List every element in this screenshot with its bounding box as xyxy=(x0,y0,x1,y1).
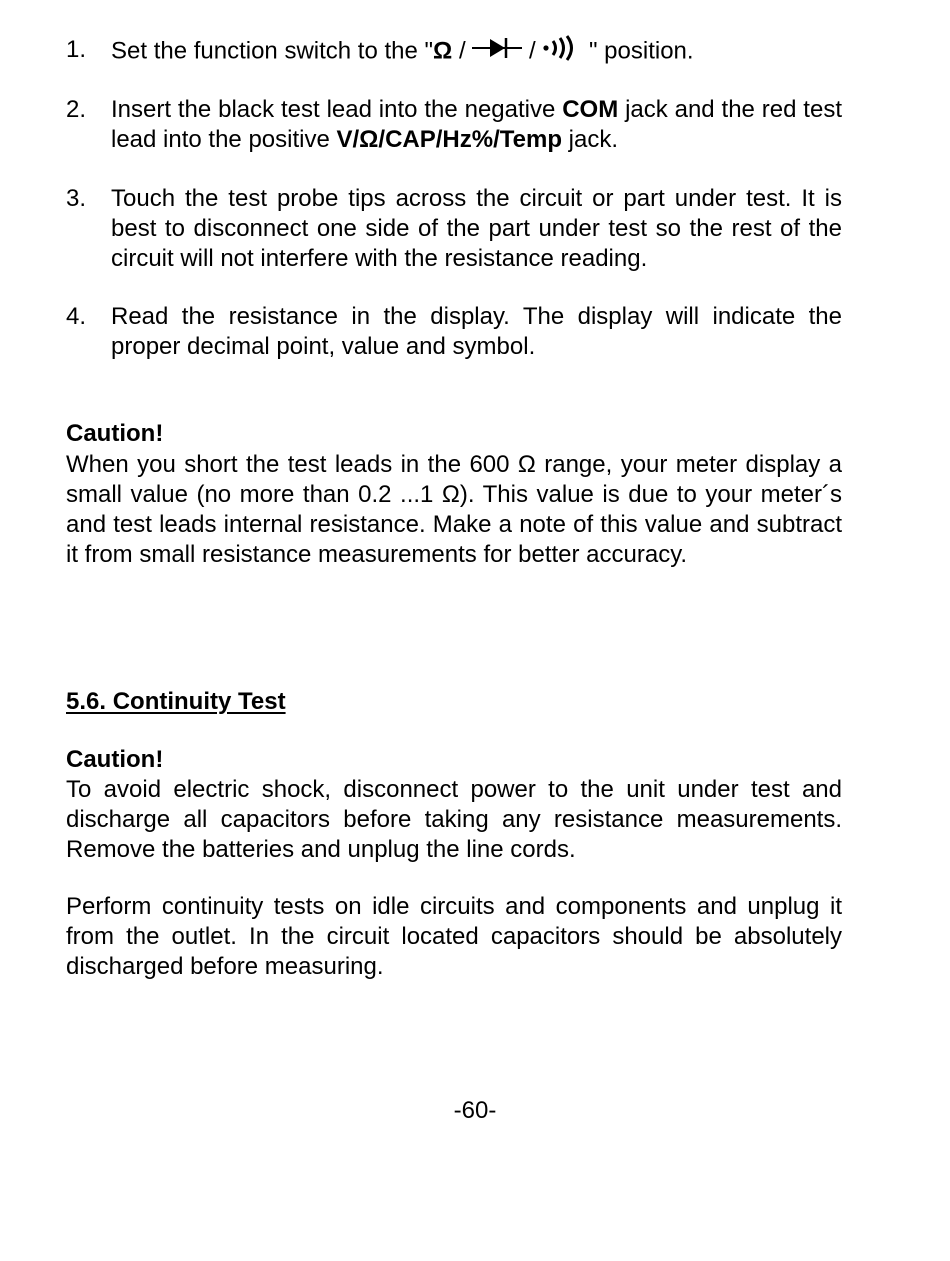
step-number: 3. xyxy=(66,185,87,212)
caution-text: To avoid electric shock, disconnect power to the unit under test and discharge all capacitors before taking any resistance measurements. Remove the batteries and unplug the line cords. xyxy=(66,776,842,863)
step-number: 1. xyxy=(66,36,87,63)
step-text: Read the resistance in the display. The display will indicate the proper decimal point, value and symbol. xyxy=(111,303,842,360)
step-number: 4. xyxy=(66,303,87,330)
continuity-paragraph: Perform continuity tests on idle circuits and components and unplug it from the outlet. In the circuit located capacitors should be absolutely discharged before measuring. xyxy=(66,893,842,980)
step-2 xyxy=(66,95,842,155)
section-title: 5.6. Continuity Test xyxy=(66,688,286,715)
step-text: Insert the black test lead into the negative COM jack and the red test lead into the positive V/Ω/CAP/Hz%/Temp jack. xyxy=(111,96,842,153)
caution-text: When you short the test leads in the 600 Ω range, your meter display a small value (no more than 0.2 ...1 Ω). This value is due to your meter´s and test leads internal resistance. Make a note of this value and subtract it from small resistance measurements for better accuracy. xyxy=(66,451,842,568)
ohm-symbol: Ω xyxy=(433,37,453,65)
step-text: Touch the test probe tips across the circuit or part under test. It is best to disconnect one side of the part under test so the rest of the circuit will not interfere with the resistance reading. xyxy=(111,185,842,272)
step-4 xyxy=(66,302,842,362)
caution-heading: Caution! xyxy=(66,746,164,773)
step-3 xyxy=(66,184,842,274)
step-number: 2. xyxy=(66,96,87,123)
caution-heading: Caution! xyxy=(66,420,164,447)
diode-icon xyxy=(472,36,522,68)
page-number: -60- xyxy=(453,1097,497,1124)
continuity-beeper-icon xyxy=(542,35,582,69)
step-1 xyxy=(66,35,842,69)
positive-jack-label: V/Ω/CAP/Hz%/Temp xyxy=(336,126,562,153)
step-text: Set the function switch to the "Ω / / " position. xyxy=(111,35,842,69)
com-jack-label: COM xyxy=(562,96,619,123)
